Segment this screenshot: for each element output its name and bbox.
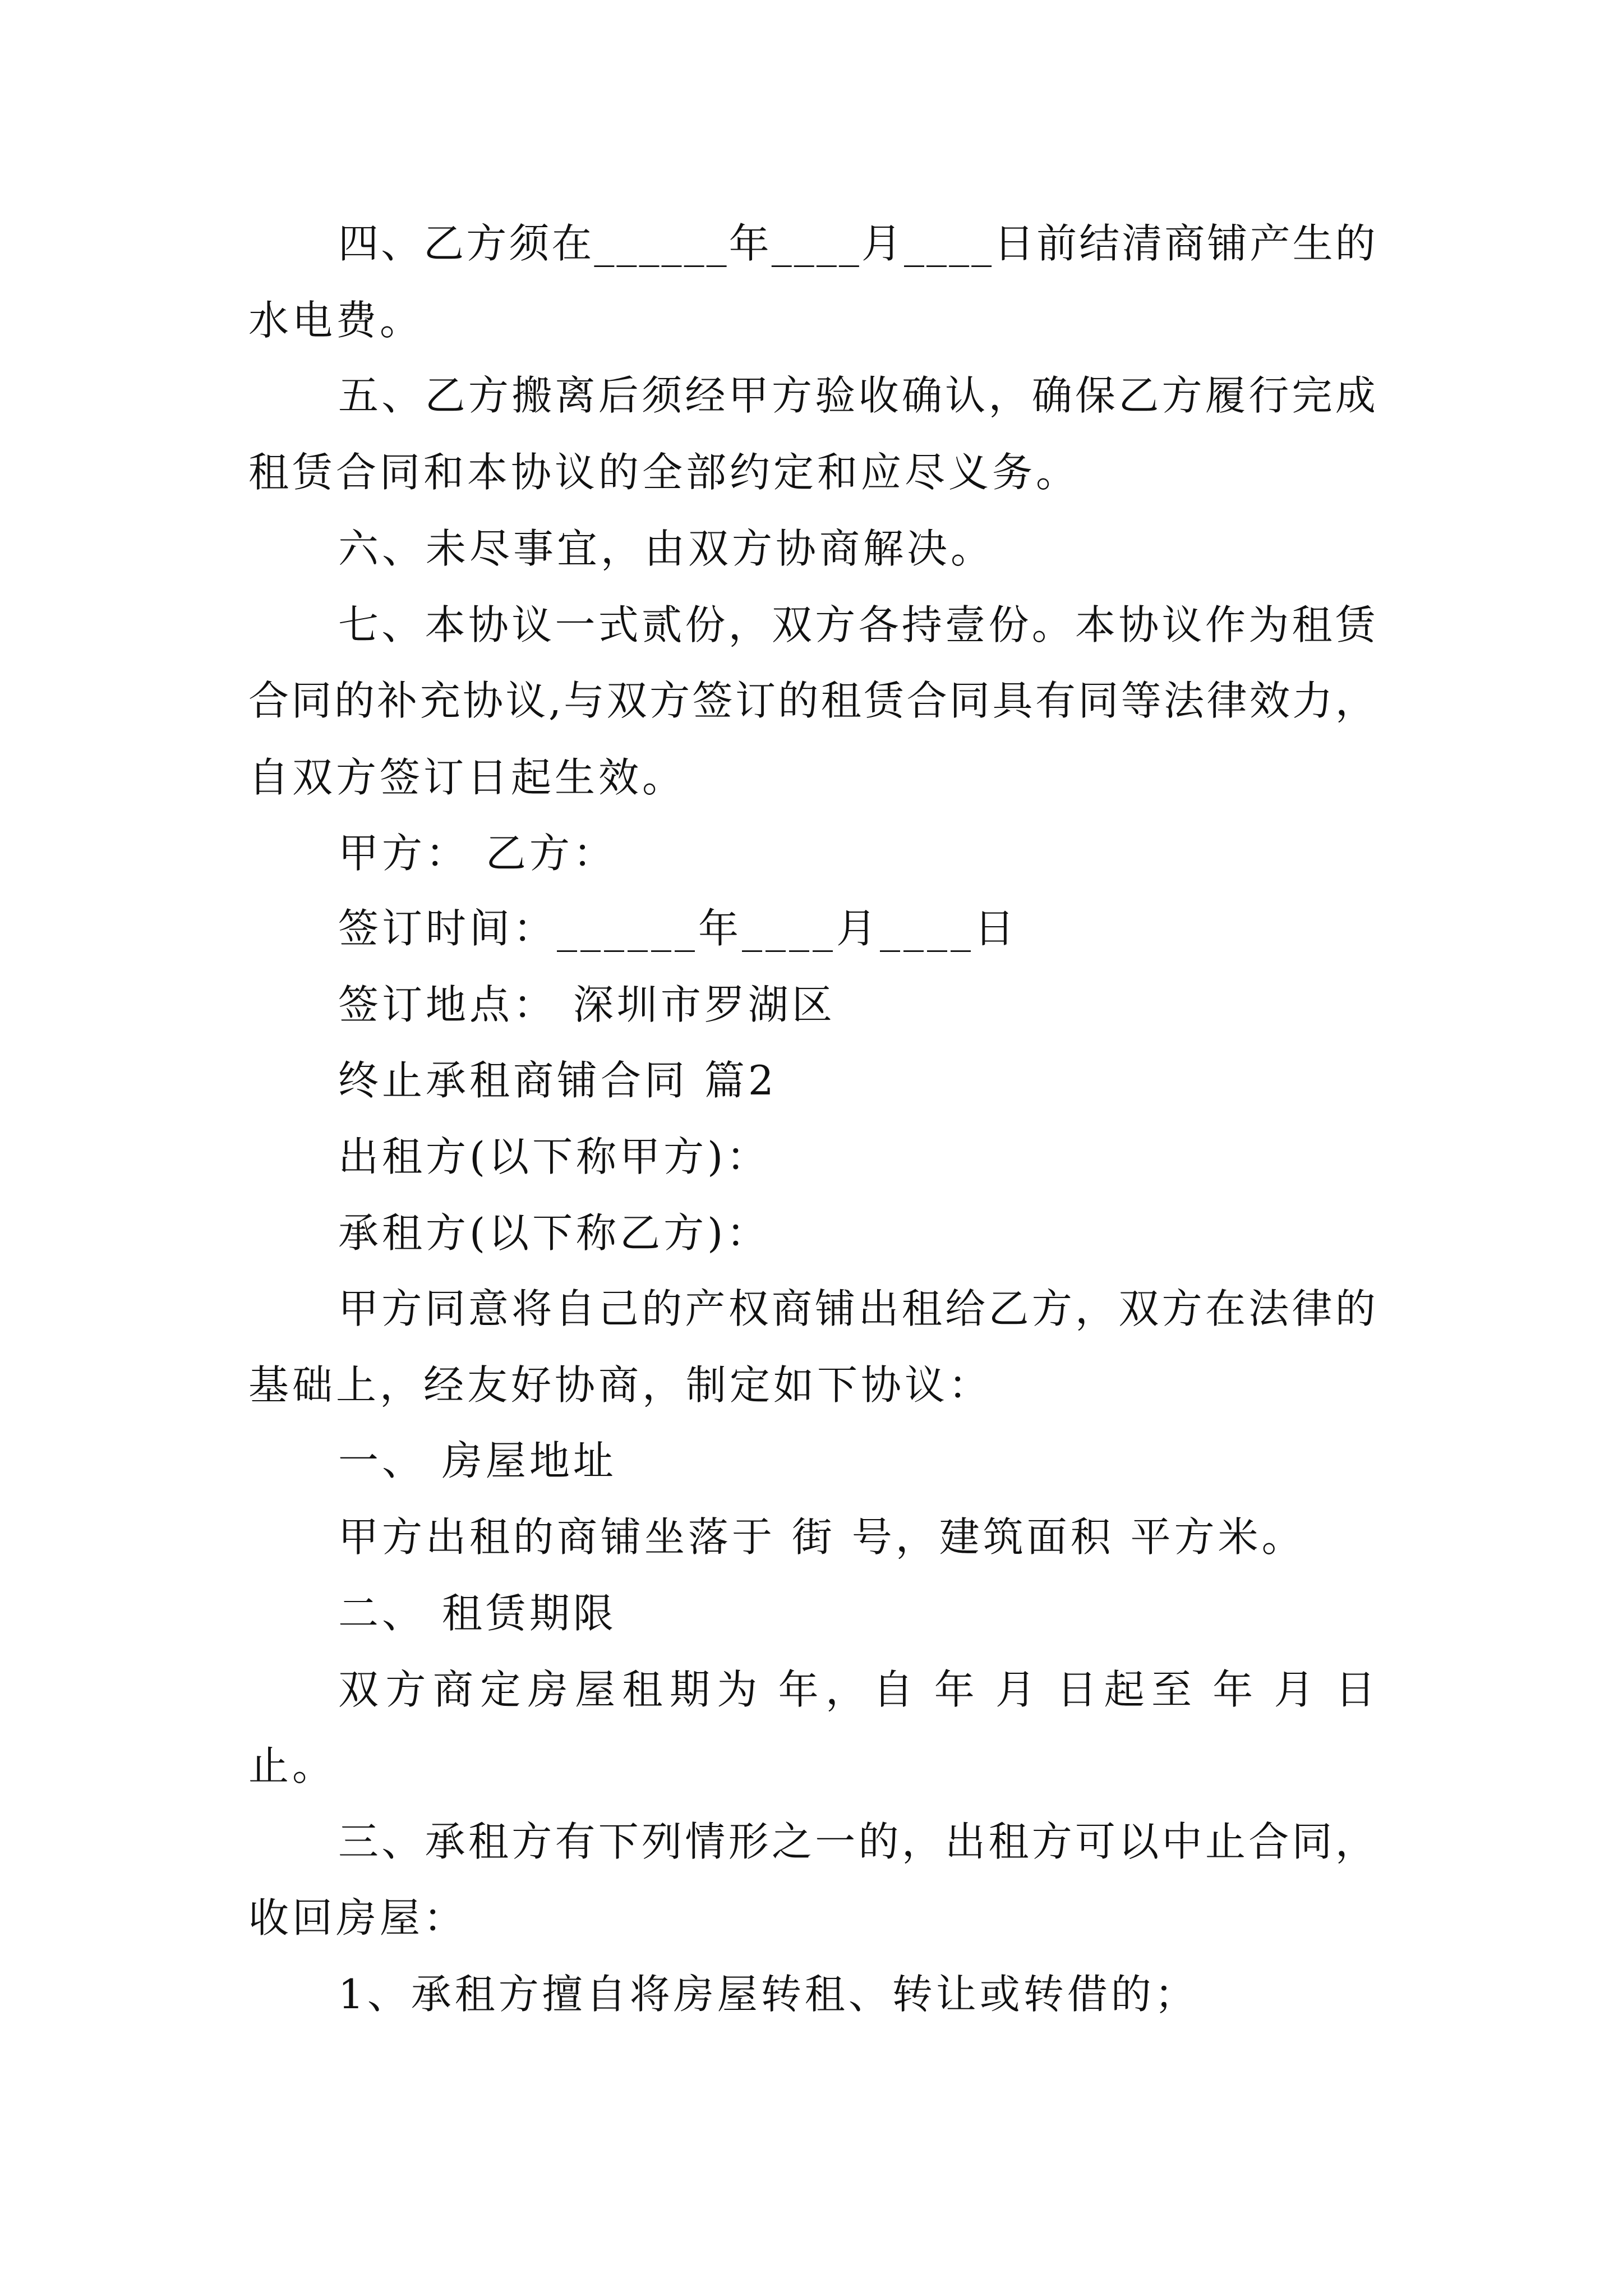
heading-house-address: 一、 房屋地址 [338,1437,617,1484]
clause-4-line-1: 四 、 乙 方 须 在 _ _ _ _ _ _ 年 _ _ _ _ 月 _ _ _ _ 日 前 结 清 商 铺 产 生 的 [338,220,1376,267]
lease-term-line-1: 双 方 商 定 房 屋 租 期 为 年 ， 自 年 月 日 起 至 年 月 日 [338,1666,1376,1713]
intro-line-1: 甲 方 同 意 将 自 己 的 产 权 商 铺 出 租 给 乙 方 ， 双 方 在 法 律 的 [338,1285,1376,1332]
clause-5-line-1: 五 、 乙 方 搬 离 后 须 经 甲 方 验 收 确 认 ， 确 保 乙 方 履 行 完 成 [338,372,1376,419]
list-item-1: 1、承租方擅自将房屋转租、转让或转借的； [338,1971,1198,2018]
sign-place-line: 签订地点： 深圳市罗湖区 [338,981,836,1028]
heading-lease-term: 二、 租赁期限 [338,1590,617,1637]
termination-line-2: 收回房屋： [248,1894,468,1941]
clause-7-line-1: 七 、 本 协 议 一 式 贰 份 ， 双 方 各 持 壹 份 。 本 协 议 作 为 租 赁 [338,601,1376,648]
clause-7-line-3: 自双方签订日起生效。 [248,754,686,801]
lessee-line: 承租方(以下称乙方)： [338,1209,771,1257]
clause-5-line-2: 租赁合同和本协议的全部约定和应尽义务。 [248,449,1080,496]
section-title: 终止承租商铺合同 篇2 [338,1057,777,1104]
house-address-body: 甲方出租的商铺坐落于 街 号，建筑面积 平方米。 [338,1513,1306,1561]
termination-line-1: 三 、 承 租 方 有 下 列 情 形 之 一 的 ， 出 租 方 可 以 中 止 合 同 ， [338,1818,1376,1865]
clause-7-line-2: 合 同 的 补 充 协 议 , 与 双 方 签 订 的 租 赁 合 同 具 有 同 等 法 律 效 力 ， [248,677,1376,724]
parties-line: 甲方： 乙方： [338,830,617,877]
lease-term-line-2: 止。 [248,1742,336,1789]
sign-time-line: 签订时间：______年____月____日 [338,905,1018,952]
clause-6: 六、未尽事宜，由双方协商解决。 [338,525,995,572]
lessor-line: 出租方(以下称甲方)： [338,1133,771,1180]
intro-line-2: 基础上，经友好协商，制定如下协议： [248,1361,993,1409]
clause-4-line-2: 水电费。 [248,297,424,344]
